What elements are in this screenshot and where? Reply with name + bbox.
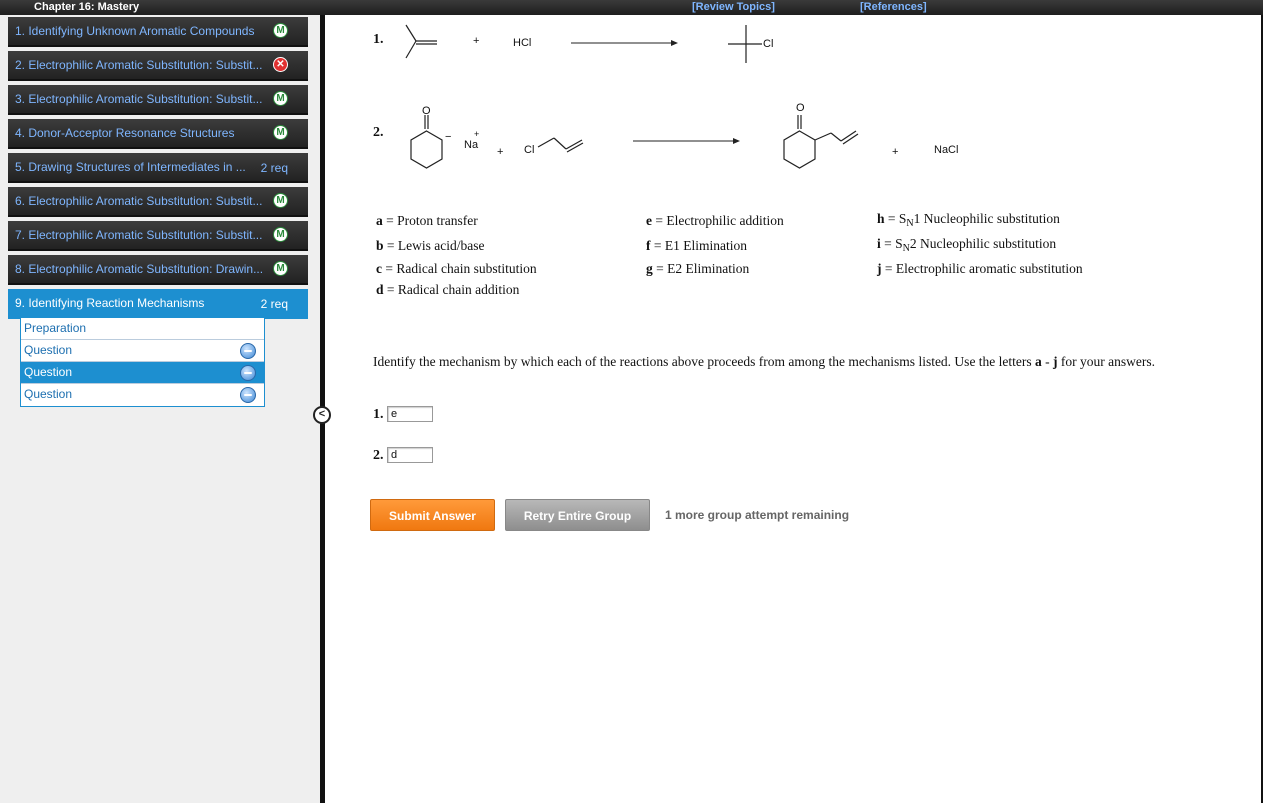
- sidebar-item-label: 3. Electrophilic Aromatic Substitution: Substit...: [15, 92, 263, 106]
- chapter-title: Chapter 16: Mastery: [34, 1, 140, 13]
- question-panel: [326, 15, 1261, 803]
- mastered-icon: M: [273, 23, 288, 38]
- sidebar-item-6[interactable]: [8, 187, 308, 217]
- tert-butyl-chloride-structure: [726, 23, 766, 67]
- sidebar-item-label: 2. Electrophilic Aromatic Substitution: Substit...: [15, 58, 263, 72]
- sidebar-item-label: 9. Identifying Reaction Mechanisms: [15, 296, 205, 310]
- submit-answer-button[interactable]: Submit Answer: [370, 499, 495, 531]
- sidebar-item-9[interactable]: [8, 289, 308, 319]
- question-status-icon: [240, 387, 256, 403]
- sidebar-item-label: 4. Donor-Acceptor Resonance Structures: [15, 126, 235, 140]
- question-instructions: Identify the mechanism by which each of the reactions above proceeds from among the mechanisms listed. Use the letters a - j for your answers.: [373, 354, 1156, 369]
- sodium-label: Na: [464, 139, 479, 151]
- sidebar-item-2[interactable]: [8, 51, 308, 81]
- reaction-2-number: 2.: [373, 125, 384, 140]
- sidebar-item-4[interactable]: [8, 119, 308, 149]
- mechanism-i: $i = S_N2$ Nucleophilic substitution: [877, 236, 1057, 254]
- sub-item-label: Question: [24, 365, 73, 379]
- answer-2-input[interactable]: [387, 447, 433, 463]
- mastered-icon: M: [273, 227, 288, 242]
- question-list: [20, 317, 265, 407]
- sub-item-question-3[interactable]: [21, 384, 264, 406]
- retry-group-button[interactable]: Retry Entire Group: [505, 499, 650, 531]
- plus-sign: +: [497, 146, 504, 158]
- question-status-icon: [240, 365, 256, 381]
- reaction-2-arrow: [633, 136, 743, 146]
- oxygen-label: O: [796, 102, 805, 114]
- reaction-1-number: 1.: [373, 32, 384, 47]
- allyl-cyclohexanone-structure: [781, 107, 876, 177]
- reaction-1-arrow: [571, 38, 681, 48]
- required-count: 2 req: [260, 297, 288, 311]
- mechanism-f: f = E1 Elimination: [646, 238, 747, 253]
- mechanism-a: a = Proton transfer: [376, 213, 478, 228]
- answer-2-label: 2.: [373, 448, 384, 463]
- sidebar-item-label: 7. Electrophilic Aromatic Substitution: Substit...: [15, 228, 263, 242]
- answer-1-input[interactable]: [387, 406, 433, 422]
- chlorine-label: Cl: [524, 144, 535, 156]
- review-topics-link[interactable]: [Review Topics]: [692, 1, 775, 13]
- sidebar-item-5[interactable]: [8, 153, 308, 183]
- answer-1-label: 1.: [373, 407, 384, 422]
- negative-charge: −: [445, 131, 452, 143]
- enolate-structure: [404, 107, 448, 177]
- mastered-icon: M: [273, 261, 288, 276]
- question-status-icon: [240, 343, 256, 359]
- references-link[interactable]: [References]: [860, 1, 927, 13]
- positive-charge: +: [474, 129, 480, 139]
- sidebar-item-7[interactable]: [8, 221, 308, 251]
- sidebar-item-label: 1. Identifying Unknown Aromatic Compounds: [15, 24, 255, 38]
- error-icon: ✕: [273, 57, 288, 72]
- allyl-chloride-structure: [536, 133, 586, 155]
- sidebar-item-label: 5. Drawing Structures of Intermediates in ...: [15, 160, 246, 174]
- sub-item-question-1[interactable]: [21, 340, 264, 362]
- mechanism-c: c = Radical chain substitution: [376, 261, 537, 276]
- sidebar-item-label: 6. Electrophilic Aromatic Substitution: Substit...: [15, 194, 263, 208]
- sidebar-item-8[interactable]: [8, 255, 308, 285]
- hcl-reagent: HCl: [513, 37, 532, 49]
- sidebar: [0, 15, 320, 803]
- mechanism-b: b = Lewis acid/base: [376, 238, 485, 253]
- sidebar-item-label: 8. Electrophilic Aromatic Substitution: Drawin...: [15, 262, 264, 276]
- top-bar: [0, 0, 1263, 15]
- plus-sign: +: [892, 146, 899, 158]
- alkene-structure: [401, 23, 441, 63]
- mastered-icon: M: [273, 91, 288, 106]
- nacl-product: NaCl: [934, 144, 959, 156]
- sub-item-label: Preparation: [24, 321, 87, 335]
- mastered-icon: M: [273, 125, 288, 140]
- mechanism-e: e = Electrophilic addition: [646, 213, 784, 228]
- sub-item-label: Question: [24, 343, 73, 357]
- sub-item-label: Question: [24, 387, 73, 401]
- required-count: 2 req: [260, 161, 288, 175]
- mastered-icon: M: [273, 193, 288, 208]
- mechanism-d: d = Radical chain addition: [376, 282, 520, 297]
- sub-item-question-2[interactable]: [21, 362, 264, 384]
- mechanism-g: g = E2 Elimination: [646, 261, 750, 276]
- sub-item-preparation[interactable]: [21, 318, 264, 340]
- chlorine-label: Cl: [763, 38, 774, 50]
- collapse-sidebar-button[interactable]: <: [313, 406, 331, 424]
- attempts-remaining: 1 more group attempt remaining: [665, 508, 850, 522]
- mechanism-j: j = Electrophilic aromatic substitution: [877, 261, 1083, 276]
- sidebar-item-3[interactable]: [8, 85, 308, 115]
- plus-sign: +: [473, 35, 480, 47]
- oxygen-label: O: [422, 105, 431, 117]
- sidebar-item-1[interactable]: [8, 17, 308, 47]
- mechanism-h: $h = S_N1$ Nucleophilic substitution: [877, 211, 1060, 229]
